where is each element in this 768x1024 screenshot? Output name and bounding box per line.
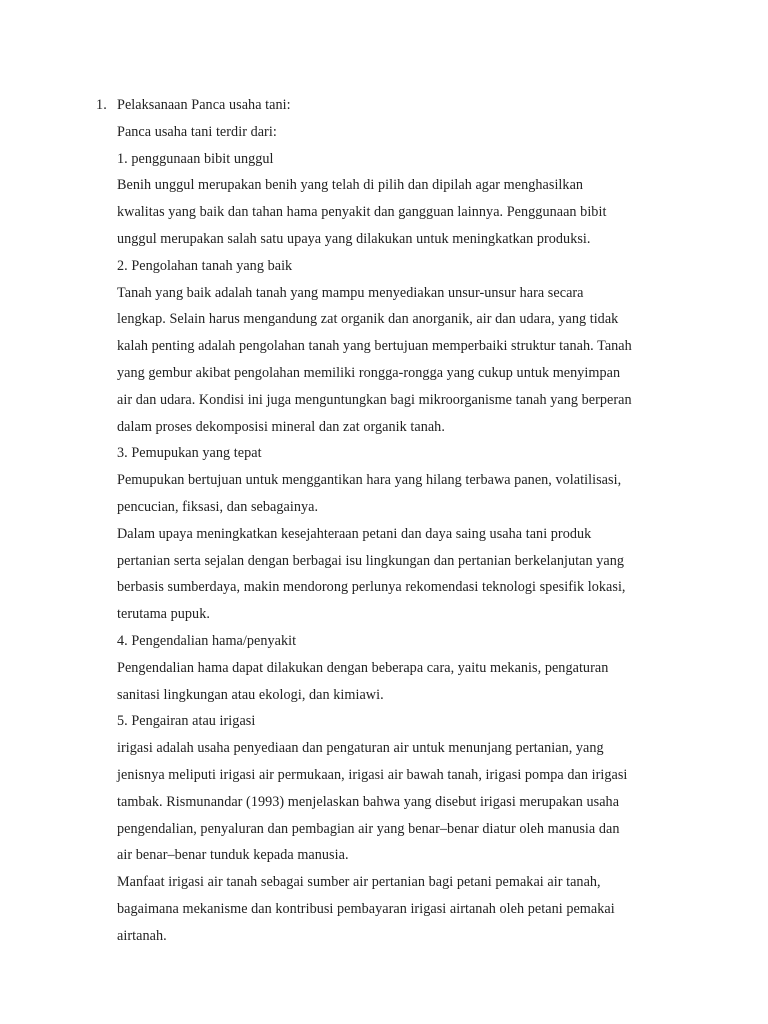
- text-line: berbasis sumberdaya, makin mendorong perlunya rekomendasi teknologi spesifik lokasi,: [117, 579, 626, 596]
- list-content: [117, 92, 685, 950]
- text-line: jenisnya meliputi irigasi air permukaan, irigasi air bawah tanah, irigasi pompa dan irigasi: [117, 766, 628, 783]
- text-line: tambak. Rismunandar (1993) menjelaskan bahwa yang disebut irigasi merupakan usaha: [117, 793, 620, 810]
- text-line: air dan udara. Kondisi ini juga menguntungkan bagi mikroorganisme tanah yang berperan: [117, 391, 632, 408]
- text-line: kalah penting adalah pengolahan tanah yang bertujuan memperbaiki struktur tanah. Tanah: [117, 338, 632, 355]
- text-line: sanitasi lingkungan atau ekologi, dan kimiawi.: [117, 686, 384, 703]
- text-line: Dalam upaya meningkatkan kesejahteraan petani dan daya saing usaha tani produk: [117, 525, 592, 542]
- subheading-pengendalian-hama: 4. Pengendalian hama/penyakit: [117, 632, 297, 649]
- text-line: dalam proses dekomposisi mineral dan zat organik tanah.: [117, 418, 445, 435]
- section-heading: Pelaksanaan Panca usaha tani:: [117, 97, 291, 113]
- text-line: yang gembur akibat pengolahan memiliki rongga-rongga yang cukup untuk menyimpan: [117, 364, 621, 381]
- subheading-pengolahan-tanah: 2. Pengolahan tanah yang baik: [117, 257, 293, 274]
- text-line: bagaimana mekanisme dan kontribusi pembayaran irigasi airtanah oleh petani pemakai: [117, 900, 615, 917]
- text-line: pengendalian, penyaluran dan pembagian air yang benar–benar diatur oleh manusia dan: [117, 820, 620, 837]
- text-line: irigasi adalah usaha penyediaan dan pengaturan air untuk menunjang pertanian, yang: [117, 740, 604, 757]
- text-line: kwalitas yang baik dan tahan hama penyakit dan gangguan lainnya. Penggunaan bibit: [117, 204, 607, 221]
- text-line: Benih unggul merupakan benih yang telah di pilih dan dipilah agar menghasilkan: [117, 177, 584, 194]
- subheading-pemupukan: 3. Pemupukan yang tepat: [117, 445, 262, 462]
- text-line: pencucian, fiksasi, dan sebagainya.: [117, 498, 319, 515]
- subheading-bibit-unggul: 1. penggunaan bibit unggul: [117, 150, 274, 167]
- text-line: Pemupukan bertujuan untuk menggantikan hara yang hilang terbawa panen, volatilisasi,: [117, 472, 622, 489]
- text-line: airtanah.: [117, 927, 167, 944]
- text-line: lengkap. Selain harus mengandung zat organik dan anorganik, air dan udara, yang tidak: [117, 311, 619, 328]
- text-line: pertanian serta sejalan dengan berbagai isu lingkungan dan pertanian berkelanjutan yang: [117, 552, 625, 569]
- text-line: Manfaat irigasi air tanah sebagai sumber air pertanian bagi petani pemakai air tanah,: [117, 874, 601, 891]
- text-line: Tanah yang baik adalah tanah yang mampu menyediakan unsur-unsur hara secara: [117, 284, 584, 301]
- text-line: Pengendalian hama dapat dilakukan dengan beberapa cara, yaitu mekanis, pengaturan: [117, 659, 609, 676]
- text-line: terutama pupuk.: [117, 606, 210, 623]
- text-line: unggul merupakan salah satu upaya yang dilakukan untuk meningkatkan produksi.: [117, 230, 591, 247]
- subheading-pengairan: 5. Pengairan atau irigasi: [117, 713, 256, 730]
- text-line: air benar–benar tunduk kepada manusia.: [117, 847, 349, 864]
- list-number: 1.: [96, 97, 107, 113]
- text-line: Panca usaha tani terdir dari:: [117, 123, 277, 140]
